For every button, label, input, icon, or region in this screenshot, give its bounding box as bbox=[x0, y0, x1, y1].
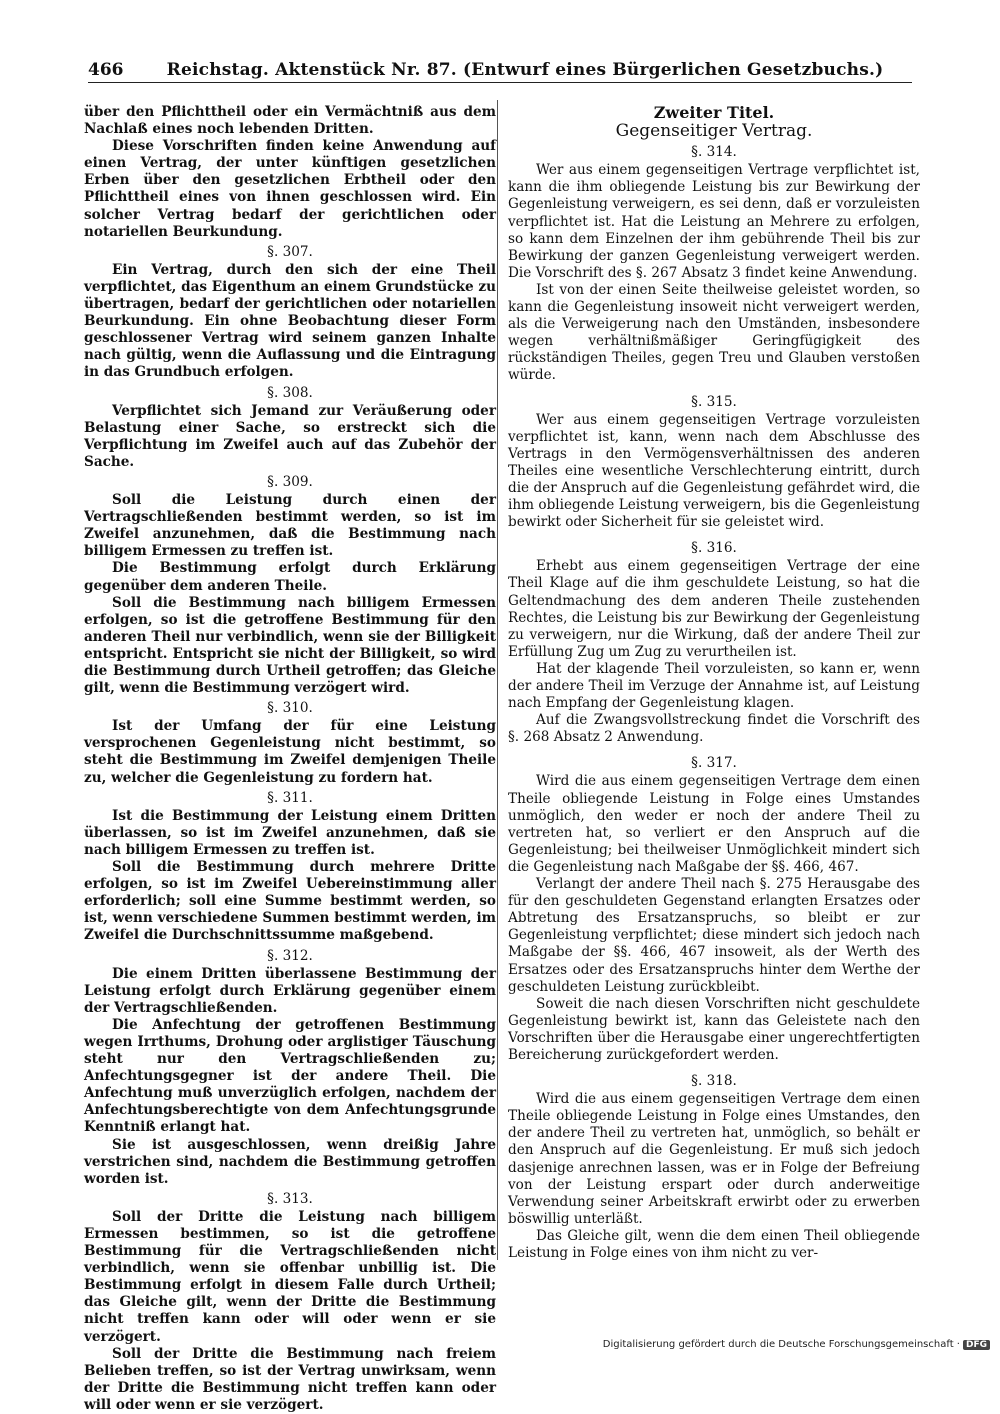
paragraph: Diese Vorschriften finden keine Anwendung auf einen Vertrag, der unter künftigen gesetzlichen Erben über den gesetzlichen Erbtheil oder den Pflichttheil eines von ihnen geschlossen wird. Ein solcher Vertrag bedarf der gerichtlichen oder notariellen Beurkundung. bbox=[84, 138, 496, 240]
paragraph: Soll der Dritte die Bestimmung nach freiem Belieben treffen, so ist der Vertrag unwirksam, wenn der Dritte die Bestimmung nicht treffen kann oder will oder wenn er sie verzögert. bbox=[84, 1345, 496, 1413]
paragraph: Wer aus einem gegenseitigen Vertrage vorzuleisten verpflichtet ist, kann, wenn nach dem Abschlusse des Vertrags in den Vermögensverhältnissen des anderen Theiles eine wesentliche Verschlechterung eintritt, durch die der Anspruch auf die Gegenleistung gefährdet wird, die ihm obliegende Leistung verweigern, bis die Gegenleistung bewirkt oder Sicherheit für sie geleistet wird. bbox=[508, 411, 920, 531]
paragraph: Ist von der einen Seite theilweise geleistet worden, so kann die Gegenleistung insoweit nicht verweigert werden, als die Verweigerung nach den Umständen, insbesondere wegen verhältnißmäßiger Geringfügigkeit des rückständigen Theiles, gegen Treu und Glauben verstoßen würde. bbox=[508, 281, 920, 384]
header-title: Reichstag. Aktenstück Nr. 87. (Entwurf eines Bürgerlichen Gesetzbuchs.) bbox=[166, 60, 884, 80]
title-heading: Zweiter Titel. bbox=[653, 103, 775, 122]
section-heading-313: §. 313. bbox=[267, 1190, 313, 1207]
paragraph: Soll die Bestimmung durch mehrere Dritte erfolgen, so ist im Zweifel Uebereinstimmung aller erforderlich; soll eine Summe bestimmt werden, so ist, wenn verschiedene Summen bestimmt werden, im Zweifel die Durchschnittssumme maßgebend. bbox=[84, 859, 496, 944]
section-heading-310: §. 310. bbox=[267, 700, 313, 717]
paragraph: Auf die Zwangsvollstreckung findet die Vorschrift des §. 268 Absatz 2 Anwendung. bbox=[508, 712, 920, 746]
dfg-logo: DFG bbox=[963, 1340, 990, 1350]
credit-text: Digitalisierung gefördert durch die Deutsche Forschungsgemeinschaft · bbox=[602, 1339, 960, 1350]
paragraph: Das Gleiche gilt, wenn die dem einen Theil obliegende Leistung in Folge eines von ihm nicht zu ver- bbox=[508, 1227, 920, 1261]
paragraph: Verlangt der andere Theil nach §. 275 Herausgabe des für den geschuldeten Gegenstand erlangten Ersatzes oder Abtretung des Ersatzanspruchs, so bleibt er zur Gegenleistung verpflichtet; diese mindert sich jedoch nach Maßgabe der §§. 466, 467 insoweit, als der Werth des Ersatzes oder des Ersatzanspruchs hinter dem Werthe der geschuldeten Leistung zurückbleibt. bbox=[508, 876, 920, 995]
paragraph: Soweit die nach diesen Vorschriften nicht geschuldete Gegenleistung bewirkt ist, kann das Geleistete nach den Vorschriften über die Herausgabe einer ungerechtfertigten Bereicherung zurückgefordert werden. bbox=[508, 995, 920, 1063]
paragraph: Wer aus einem gegenseitigen Vertrage verpflichtet ist, kann die ihm obliegende Leistung bis zur Bewirkung der Gegenleistung verweigern, es sei denn, daß er vorzuleisten verpflichtet ist. Hat die Leistung an Mehrere zu erfolgen, so kann dem Einzelnen der ihm gebührende Theil bis zur Bewirkung der ganzen Gegenleistung verweigert werden. Die Vorschrift des §. 267 Absatz 3 findet keine Anwendung. bbox=[508, 162, 920, 281]
paragraph: Ein Vertrag, durch den sich der eine Theil verpflichtet, das Eigenthum an einem Grundstücke zu übertragen, bedarf der gerichtlichen oder notariellen Beurkundung. Ein ohne Beobachtung dieser Form geschlossener Vertrag wird seinem ganzen Inhalte nach gültig, wenn die Auflassung und die Eintragung in das Grundbuch erfolgen. bbox=[84, 261, 496, 381]
paragraph: Wird die aus einem gegenseitigen Vertrage dem einen Theile obliegende Leistung in Folge eines Umstandes, den der andere Theil zu vertreten hat, unmöglich, so behält er den Anspruch auf die Gegenleistung. Er muß sich jedoch dasjenige anrechnen lassen, was er in Folge der Befreiung von der Leistung erspart oder durch anderweitige Verwendung seiner Arbeitskraft erwirbt oder zu erwerben böswillig unterläßt. bbox=[508, 1091, 920, 1227]
paragraph: über den Pflichttheil oder ein Vermächtniß aus dem Nachlaß eines noch lebenden Dritten. bbox=[84, 104, 496, 138]
title-subheading: Gegenseitiger Vertrag. bbox=[615, 121, 813, 142]
section-heading-308: §. 308. bbox=[267, 384, 313, 401]
paragraph: Wird die aus einem gegenseitigen Vertrage dem einen Theile obliegende Leistung in Folge eines Umstandes unmöglich, den weder er noch der andere Theil zu vertreten hat, so verliert er den Anspruch auf die Gegenleistung; bei theilweiser Unmöglichkeit mindert sich die Gegenleistung nach Maßgabe der §§. 466, 467. bbox=[508, 773, 920, 875]
column-divider bbox=[497, 100, 498, 1260]
paragraph: Verpflichtet sich Jemand zur Veräußerung oder Belastung einer Sache, so erstreckt sich die Verpflichtung im Zweifel auch auf das Zubehör der Sache. bbox=[84, 402, 496, 470]
paragraph: Soll der Dritte die Leistung nach billigem Ermessen bestimmen, so ist die getroffene Bestimmung für die Vertragschließenden nicht verbindlich, wenn sie offenbar unbillig ist. Die Bestimmung erfolgt in diesem Falle durch Urtheil; das Gleiche gilt, wenn der Dritte die Bestimmung nicht treffen kann oder will oder wenn er sie verzögert. bbox=[84, 1208, 496, 1345]
left-column bbox=[84, 104, 496, 1414]
paragraph: Die Bestimmung erfolgt durch Erklärung gegenüber dem anderen Theile. bbox=[84, 560, 496, 594]
section-heading-317: §. 317. bbox=[691, 755, 737, 772]
section-heading-314: §. 314. bbox=[691, 144, 737, 161]
paragraph: Ist die Bestimmung der Leistung einem Dritten überlassen, so ist im Zweifel anzunehmen, daß sie nach billigem Ermessen zu treffen ist. bbox=[84, 807, 496, 858]
section-heading-316: §. 316. bbox=[691, 540, 737, 557]
section-heading-312: §. 312. bbox=[267, 947, 313, 964]
running-header bbox=[88, 58, 912, 83]
paragraph: Die Anfechtung der getroffenen Bestimmung wegen Irrthums, Drohung oder arglistiger Täuschung steht nur den Vertragschließenden zu; Anfechtungsgegner ist der andere Theil. Die Anfechtung muß unverzüglich erfolgen, nachdem der Anfechtungsberechtigte von dem Anfechtungsgrunde Kenntniß erlangt hat. bbox=[84, 1016, 496, 1136]
section-heading-318: §. 318. bbox=[691, 1073, 737, 1090]
page-number: 466 bbox=[88, 60, 124, 80]
paragraph: Soll die Leistung durch einen der Vertragschließenden bestimmt werden, so ist im Zweifel anzunehmen, daß die Bestimmung nach billigem Ermessen zu treffen ist. bbox=[84, 492, 496, 560]
paragraph: Soll die Bestimmung nach billigem Ermessen erfolgen, so ist die getroffene Bestimmung für den anderen Theil nur verbindlich, wenn sie der Billigkeit entspricht. Entspricht sie nicht der Billigkeit, so wird die Bestimmung durch Urtheil getroffen; das Gleiche gilt, wenn die Bestimmung verzögert wird. bbox=[84, 594, 496, 697]
paragraph: Die einem Dritten überlassene Bestimmung der Leistung erfolgt durch Erklärung gegenüber einem der Vertragschließenden. bbox=[84, 965, 496, 1016]
section-heading-315: §. 315. bbox=[691, 393, 737, 410]
paragraph: Erhebt aus einem gegenseitigen Vertrage der eine Theil Klage auf die ihm geschuldete Leistung, so hat die Geltendmachung des dem anderen Theile zustehenden Rechtes, die Leistung bis zur Bewirkung der Gegenleistung zu verweigern, nur die Wirkung, daß der andere Theil zur Erfüllung Zug um Zug zu verurtheilen ist. bbox=[508, 558, 920, 660]
section-heading-307: §. 307. bbox=[267, 243, 313, 260]
section-heading-311: §. 311. bbox=[267, 789, 313, 806]
section-heading-309: §. 309. bbox=[267, 473, 313, 490]
digitization-credit bbox=[603, 1339, 990, 1350]
right-column bbox=[508, 104, 920, 1262]
paragraph: Hat der klagende Theil vorzuleisten, so kann er, wenn der andere Theil im Verzuge der Annahme ist, auf Leistung nach Empfang der Gegenleistung klagen. bbox=[508, 660, 920, 712]
paragraph: Ist der Umfang der für eine Leistung versprochenen Gegenleistung nicht bestimmt, so steht die Bestimmung im Zweifel demjenigen Theile zu, welcher die Gegenleistung zu fordern hat. bbox=[84, 718, 496, 786]
paragraph: Sie ist ausgeschlossen, wenn dreißig Jahre verstrichen sind, nachdem die Bestimmung getroffen worden ist. bbox=[84, 1136, 496, 1187]
